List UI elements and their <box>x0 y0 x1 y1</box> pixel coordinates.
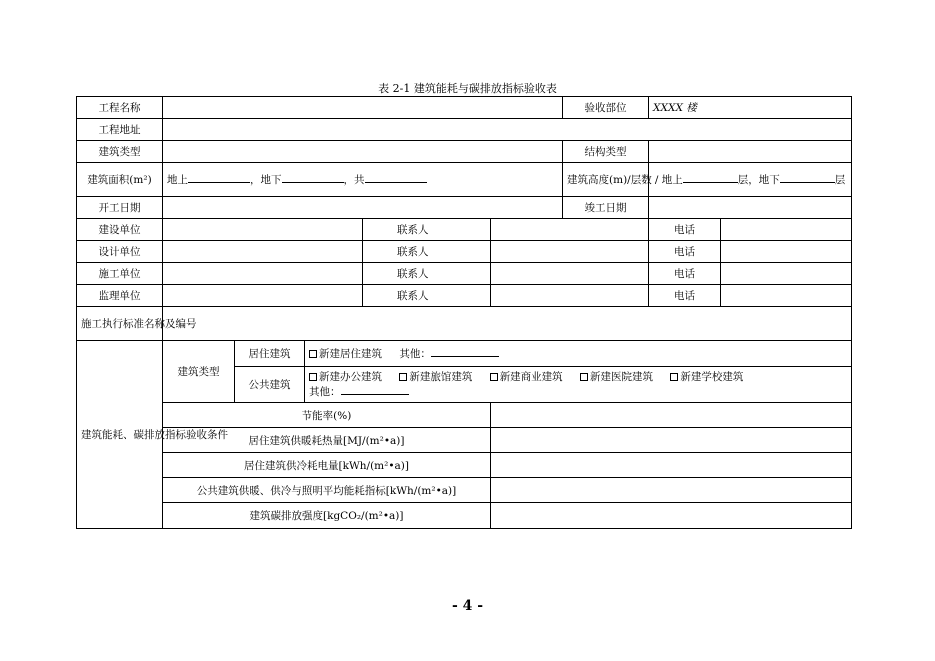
phone-field[interactable] <box>721 263 852 285</box>
building-type-field[interactable] <box>163 141 563 163</box>
acceptance-form-table <box>76 96 852 529</box>
completion-date-label: 竣工日期 <box>563 197 649 219</box>
contact-field[interactable] <box>491 263 649 285</box>
area-above-label: 地上 <box>167 174 188 186</box>
phone-label: 电话 <box>649 219 721 241</box>
design-unit-label: 设计单位 <box>77 241 163 263</box>
project-name-label: 工程名称 <box>77 97 163 119</box>
table-row <box>77 453 852 478</box>
public-option-label: 新建办公建筑 <box>319 371 382 383</box>
contact-label: 联系人 <box>363 263 491 285</box>
table-row <box>77 403 852 428</box>
indicator-label: 居住建筑供暖耗热量[MJ/(m²•a)] <box>163 428 491 453</box>
school-checkbox[interactable] <box>670 373 678 381</box>
design-unit-field[interactable] <box>163 241 363 263</box>
indicator-value[interactable] <box>491 478 852 503</box>
phone-field[interactable] <box>721 285 852 307</box>
public-option-label: 新建旅馆建筑 <box>409 371 473 383</box>
table-row <box>77 97 852 119</box>
contact-label: 联系人 <box>363 285 491 307</box>
standard-field[interactable] <box>163 307 852 341</box>
phone-field[interactable] <box>721 219 852 241</box>
supervision-unit-field[interactable] <box>163 285 363 307</box>
residential-other-label: 其他： <box>399 348 431 360</box>
construction-unit-field[interactable] <box>163 219 363 241</box>
height-above-blank[interactable] <box>683 172 738 183</box>
table-row <box>77 163 852 197</box>
page-number: - 4 - <box>451 598 484 614</box>
table-row <box>77 197 852 219</box>
area-above-blank[interactable] <box>188 172 250 183</box>
start-date-field[interactable] <box>163 197 563 219</box>
structure-type-field[interactable] <box>649 141 852 163</box>
indicator-value[interactable] <box>491 503 852 529</box>
hotel-checkbox[interactable] <box>399 373 407 381</box>
indicator-label: 公共建筑供暖、供冷与照明平均能耗指标[kWh/(m²•a)] <box>163 478 491 503</box>
contact-label: 联系人 <box>363 219 491 241</box>
table-caption: 表 2-1 建筑能耗与碳排放指标验收表 <box>378 82 557 95</box>
phone-field[interactable] <box>721 241 852 263</box>
bt-label: 建筑类型 <box>163 341 235 403</box>
building-area-label: 建筑面积(m²) <box>77 163 163 197</box>
table-row <box>77 263 852 285</box>
area-total-label: ，共 <box>343 174 365 186</box>
project-address-label: 工程地址 <box>77 119 163 141</box>
indicator-value[interactable] <box>491 403 852 428</box>
start-date-label: 开工日期 <box>77 197 163 219</box>
height-below-blank[interactable] <box>780 172 835 183</box>
public-label: 公共建筑 <box>235 367 305 403</box>
indicator-label: 节能率(%) <box>163 403 491 428</box>
phone-label: 电话 <box>649 241 721 263</box>
public-option-label: 新建商业建筑 <box>499 371 563 383</box>
area-below-label: ，地下 <box>250 174 282 186</box>
table-row <box>77 285 852 307</box>
table-row <box>77 119 852 141</box>
public-option-label: 新建学校建筑 <box>680 371 744 383</box>
building-type-label: 建筑类型 <box>77 141 163 163</box>
contact-field[interactable] <box>491 241 649 263</box>
supervision-unit-label: 监理单位 <box>77 285 163 307</box>
standard-label: 施工执行标准名称及编号 <box>77 307 163 341</box>
building-height-label: 建筑高度(m)/层数 <box>563 163 649 197</box>
area-total-blank[interactable] <box>365 172 427 183</box>
contact-field[interactable] <box>491 219 649 241</box>
project-address-field[interactable] <box>163 119 852 141</box>
acceptance-part-label: 验收部位 <box>563 97 649 119</box>
completion-date-field[interactable] <box>649 197 852 219</box>
table-row <box>77 241 852 263</box>
indicator-value[interactable] <box>491 428 852 453</box>
residential-checkbox[interactable] <box>309 350 317 358</box>
height-above-label: / 地上 <box>654 174 683 186</box>
public-options <box>305 367 852 403</box>
building-height-field[interactable] <box>649 163 852 197</box>
area-below-blank[interactable] <box>282 172 344 183</box>
residential-options <box>305 341 852 367</box>
building-area-field[interactable] <box>163 163 563 197</box>
indicator-label: 居住建筑供冷耗电量[kWh/(m²•a)] <box>163 453 491 478</box>
residential-option-label: 新建居住建筑 <box>319 348 382 360</box>
construction-unit-label: 建设单位 <box>77 219 163 241</box>
project-name-field[interactable] <box>163 97 563 119</box>
contact-field[interactable] <box>491 285 649 307</box>
phone-label: 电话 <box>649 263 721 285</box>
residential-label: 居住建筑 <box>235 341 305 367</box>
indicator-value[interactable] <box>491 453 852 478</box>
commercial-checkbox[interactable] <box>490 373 498 381</box>
contact-label: 联系人 <box>363 241 491 263</box>
phone-label: 电话 <box>649 285 721 307</box>
height-below-label: 层，地下 <box>737 174 780 186</box>
structure-type-label: 结构类型 <box>563 141 649 163</box>
public-other-label: 其他： <box>309 386 341 398</box>
table-row <box>77 341 852 367</box>
table-row <box>77 478 852 503</box>
builder-unit-label: 施工单位 <box>77 263 163 285</box>
conditions-label: 建筑能耗、碳排放指标验收条件 <box>77 341 163 529</box>
indicator-label: 建筑碳排放强度[kgCO₂/(m²•a)] <box>163 503 491 529</box>
acceptance-part-value[interactable]: XXXX 楼 <box>649 97 852 119</box>
residential-other-blank[interactable] <box>431 346 499 357</box>
table-row <box>77 219 852 241</box>
table-row <box>77 141 852 163</box>
hospital-checkbox[interactable] <box>580 373 588 381</box>
table-row <box>77 503 852 529</box>
public-option-label: 新建医院建筑 <box>590 371 654 383</box>
table-row <box>77 307 852 341</box>
office-checkbox[interactable] <box>309 373 317 381</box>
public-other-blank[interactable] <box>341 384 409 395</box>
builder-unit-field[interactable] <box>163 263 363 285</box>
height-floor-unit: 层 <box>834 174 846 186</box>
